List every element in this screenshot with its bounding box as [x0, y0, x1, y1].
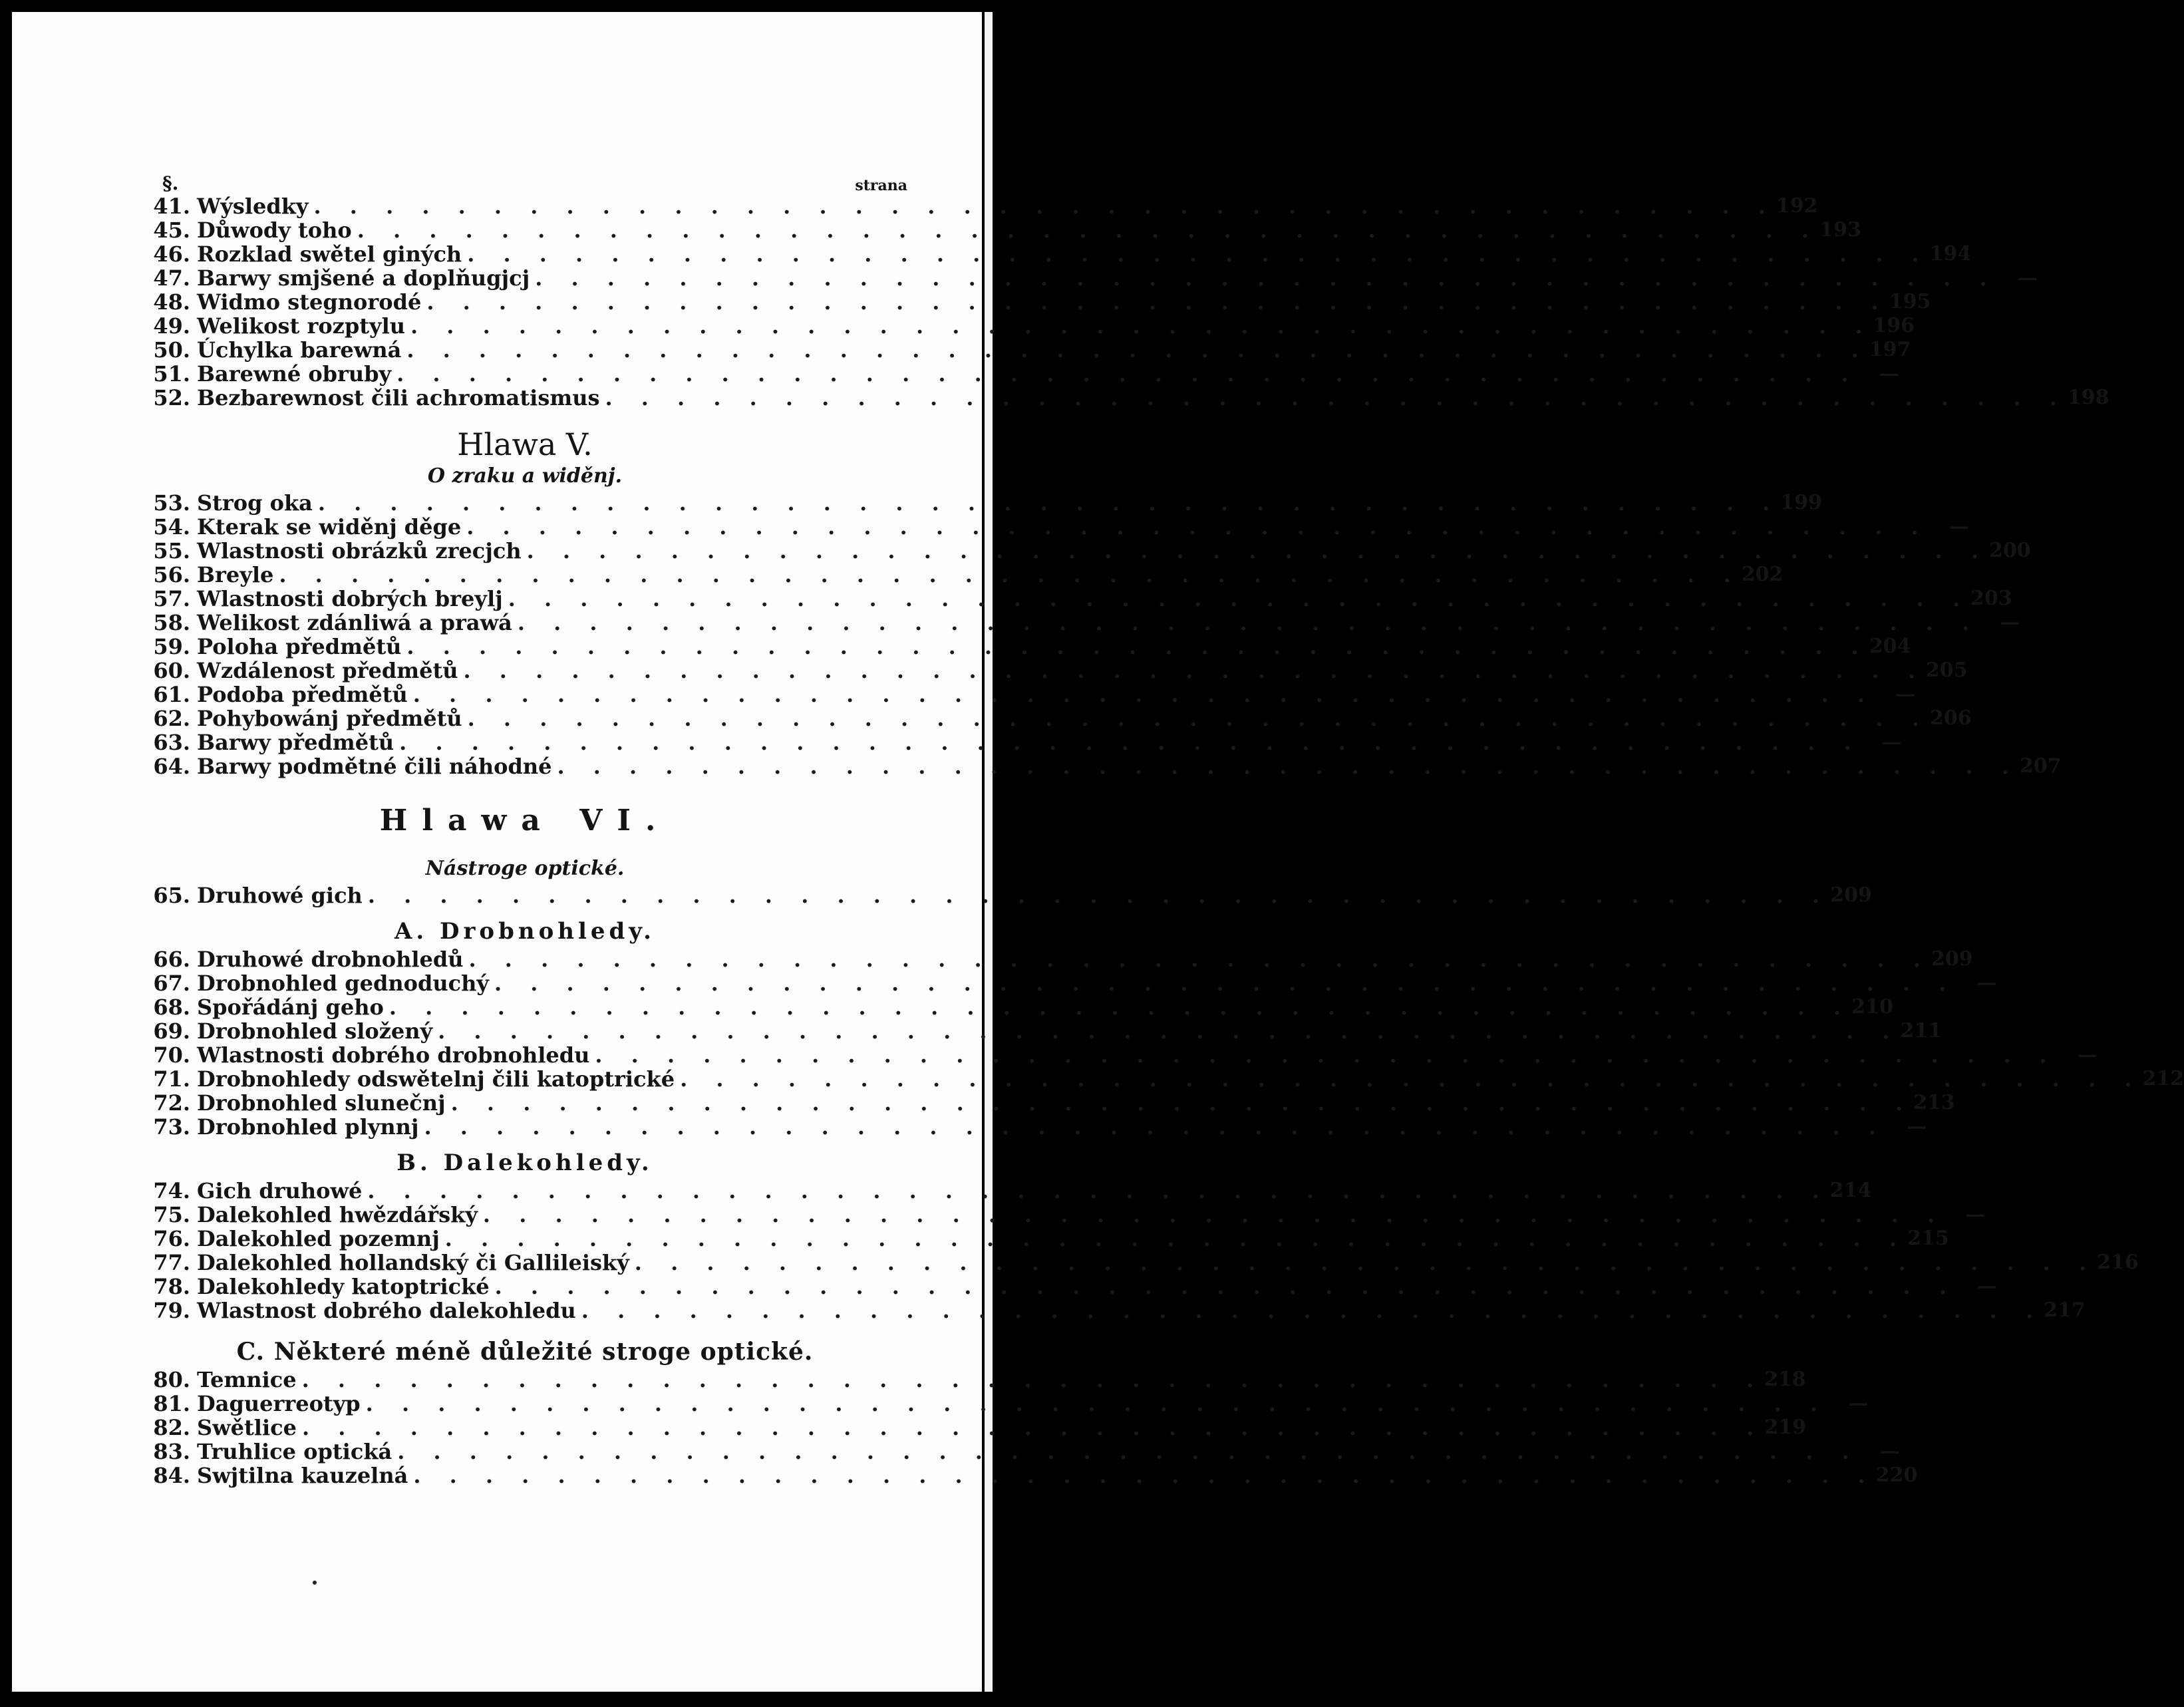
entry-number: 59. [153, 634, 190, 659]
entry-number: 81. [153, 1391, 190, 1416]
entry-page: — [2017, 266, 2038, 289]
dot-leader: . . . . . . . . . . . . . . . . . . . . . . . . . . . . . . . . . . . . . . . . . [463, 658, 1926, 683]
entry-page: 194 [1929, 242, 1972, 265]
entry-title: Drobnohled slunečnj [197, 1090, 446, 1116]
dot-leader: . . . . . . . . . . . . . . . . . . . . . . . . . . . . . . . . . . . . . . . . . [367, 1178, 1830, 1203]
toc-entry [142, 1178, 1872, 1203]
entry-number: 68. [153, 995, 190, 1020]
entry-title: Drobnohled složený [197, 1018, 433, 1044]
dot-leader: . . . . . . . . . . . . . . . . . . . . . . . . . . . . . . . . . . . . . . . . . [389, 995, 1852, 1020]
entry-number: 78. [153, 1274, 190, 1299]
entry-title: Wlastnosti obrázků zrecjch [197, 538, 522, 563]
toc-entry [142, 1042, 2098, 1068]
entry-page: 219 [1764, 1416, 1806, 1439]
toc-entry [142, 1274, 1998, 1299]
dot-leader: . . . . . . . . . . . . . . . . . . . . . . . . . . . . . . . . . . . . . . . . . [467, 706, 1931, 731]
entry-page: — [1965, 1203, 1986, 1226]
entry-title: Podoba předmětů [197, 682, 408, 707]
entry-number: 74. [153, 1178, 190, 1203]
entry-page: — [1848, 1392, 1869, 1415]
entry-number: 77. [153, 1250, 190, 1275]
chapter-6-title: Hlawa VI. [379, 804, 671, 838]
dot-leader: . . . . . . . . . . . . . . . . . . . . . . . . . . . . . . . . . . . . . . . . . [406, 337, 1869, 363]
dot-leader: . . . . . . . . . . . . . . . . . . . . . . . . . . . . . . . . . . . . . . . . . [406, 634, 1869, 659]
entry-page: — [1879, 1440, 1900, 1463]
entry-title: Druhowé drobnohledů [197, 947, 464, 972]
entry-page: 214 [1829, 1179, 1872, 1202]
dot-leader: . . . . . . . . . . . . . . . . . . . . . . . . . . . . . . . . . . . . . . . . . [426, 289, 1889, 315]
table-of-contents [142, 168, 2184, 1488]
toc-entry [142, 634, 1911, 659]
toc-entry [142, 490, 1822, 516]
entry-page: 202 [1741, 563, 1784, 586]
toc-entry [142, 947, 1973, 972]
entry-number: 60. [153, 658, 190, 683]
dot-leader: . . . . . . . . . . . . . . . . . . . . . . . . . . . . . . . . . . . . . . . . . [508, 586, 1971, 611]
toc-entry [142, 562, 1784, 587]
chapter-5-subtitle: O zraku a widěnj. [427, 464, 623, 488]
dot-leader: . . . . . . . . . . . . . . . . . . . . . . . . . . . . . . . . . . . . . . . . . [444, 1226, 1908, 1251]
page-speck [313, 1581, 317, 1585]
entry-page: — [1977, 1275, 1998, 1298]
entry-page: 205 [1925, 659, 1968, 682]
toc-entry [142, 1090, 1955, 1116]
toc-group-2 [142, 490, 2062, 779]
toc-group-3 [142, 883, 1872, 908]
entry-number: 57. [153, 586, 190, 611]
entry-title: Dalekohled hwězdářský [197, 1202, 478, 1227]
entry-title: Temnice [197, 1367, 297, 1392]
entry-title: Welikost zdánliwá a prawá [197, 610, 512, 635]
entry-title: Barwy předmětů [197, 730, 394, 755]
entry-number: 51. [153, 361, 190, 387]
entry-number: 71. [153, 1066, 190, 1092]
dot-leader: . . . . . . . . . . . . . . . . . . . . . . . . . . . . . . . . . . . . . . . . . [397, 1439, 1860, 1464]
entry-title: Strog oka [197, 490, 313, 516]
toc-entry [142, 706, 1972, 731]
dot-leader: . . . . . . . . . . . . . . . . . . . . . . . . . . . . . . . . . . . . . . . . . [410, 313, 1873, 339]
entry-title: Kterak se widěnj děge [197, 514, 462, 540]
entry-title: Barewné obruby [197, 361, 392, 387]
toc-entry [142, 265, 2038, 291]
toc-entry [142, 1066, 2184, 1092]
toc-entry [142, 1439, 1900, 1464]
entry-title: Důwody toho [197, 218, 352, 243]
toc-entry [142, 1415, 1806, 1440]
dot-leader: . . . . . . . . . . . . . . . . . . . . . . . . . . . . . . . . . . . . . . . . . [399, 730, 1862, 755]
dot-leader: . . . . . . . . . . . . . . . . . . . . . . . . . . . . . . . . . . . . . . . . . [301, 1415, 1765, 1440]
dot-leader: . . . . . . . . . . . . . . . . . . . . . . . . . . . . . . . . . . . . . . . . . [535, 265, 1998, 291]
entry-number: 58. [153, 610, 190, 635]
entry-title: Wlastnosti dobrého drobnohledu [197, 1042, 590, 1068]
entry-title: Úchylka barewná [197, 337, 402, 363]
page-column-label: strana [855, 177, 907, 194]
entry-number: 48. [153, 289, 190, 315]
toc-entry [142, 995, 1893, 1020]
dot-leader: . . . . . . . . . . . . . . . . . . . . . . . . . . . . . . . . . . . . . . . . . [424, 1114, 1887, 1140]
dot-leader: . . . . . . . . . . . . . . . . . . . . . . . . . . . . . . . . . . . . . . . . . [365, 1391, 1829, 1416]
toc-entry [142, 730, 1902, 755]
toc-entry [142, 289, 1931, 315]
entry-number: 63. [153, 730, 190, 755]
entry-title: Drobnohledy odswětelnj čili katoptrické [197, 1066, 675, 1092]
entry-title: Pohybowánj předmětů [197, 706, 462, 731]
entry-title: Swjtilna kauzelná [197, 1463, 408, 1488]
dot-leader: . . . . . . . . . . . . . . . . . . . . . . . . . . . . . . . . . . . . . . . . . [438, 1018, 1901, 1044]
toc-entry [142, 1250, 2139, 1275]
entry-title: Swětlice [197, 1415, 297, 1440]
entry-page: — [1906, 1115, 1927, 1138]
entry-page: 209 [1830, 883, 1872, 907]
entry-title: Barwy podmětné čili náhodné [197, 754, 552, 779]
entry-title: Wlastnost dobrého dalekohledu [197, 1298, 576, 1323]
toc-entry [142, 610, 2020, 635]
entry-title: Druhowé gich [197, 883, 363, 908]
dot-leader: . . . . . . . . . . . . . . . . . . . . . . . . . . . . . . . . . . . . . . . . . [357, 218, 1820, 243]
entry-title: Truhlice optická [197, 1439, 392, 1464]
entry-page: 197 [1869, 338, 1911, 361]
entry-title: Wzdálenost předmětů [197, 658, 458, 683]
entry-number: 52. [153, 385, 190, 410]
entry-page: 211 [1900, 1019, 1943, 1042]
dot-leader: . . . . . . . . . . . . . . . . . . . . . . . . . . . . . . . . . . . . . . . . . [494, 971, 1957, 996]
entry-number: 79. [153, 1298, 190, 1323]
dot-leader: . . . . . . . . . . . . . . . . . . . . . . . . . . . . . . . . . . . . . . . . . [557, 754, 2020, 779]
toc-entry [142, 313, 1915, 339]
dot-leader: . . . . . . . . . . . . . . . . . . . . . . . . . . . . . . . . . . . . . . . . . [450, 1090, 1914, 1116]
entry-number: 54. [153, 514, 190, 540]
entry-number: 70. [153, 1042, 190, 1068]
entry-page: 204 [1869, 635, 1911, 658]
dot-leader: . . . . . . . . . . . . . . . . . . . . . . . . . . . . . . . . . . . . . . . . . [279, 562, 1742, 587]
section-c-title: C. Některé méně důležité stroge optické. [236, 1338, 814, 1366]
entry-page: — [2000, 611, 2020, 634]
entry-title: Poloha předmětů [197, 634, 402, 659]
dot-leader: . . . . . . . . . . . . . . . . . . . . . . . . . . . . . . . . . . . . . . . . . [595, 1042, 2058, 1068]
entry-page: 200 [1988, 539, 2031, 562]
toc-entry [142, 361, 1899, 387]
entry-number: 53. [153, 490, 190, 516]
entry-page: 198 [2067, 386, 2109, 409]
toc-entry [142, 658, 1968, 683]
entry-title: Rozklad swětel giných [197, 241, 462, 267]
entry-page: 195 [1889, 290, 1931, 313]
entry-number: 83. [153, 1439, 190, 1464]
toc-entry [142, 385, 2109, 410]
entry-page: 220 [1875, 1464, 1918, 1487]
entry-number: 84. [153, 1463, 190, 1488]
entry-page: — [1949, 515, 1969, 538]
section-b-title: B. Dalekohledy. [396, 1150, 653, 1176]
entry-number: 73. [153, 1114, 190, 1140]
dot-leader: . . . . . . . . . . . . . . . . . . . . . . . . . . . . . . . . . . . . . . . . . [301, 1367, 1765, 1392]
entry-number: 64. [153, 754, 190, 779]
chapter-6-subtitle: Nástroge optické. [425, 857, 625, 880]
entry-page: — [2077, 1043, 2098, 1066]
chapter-5-title: Hlawa V. [457, 426, 593, 462]
entry-number: 50. [153, 337, 190, 363]
entry-title: Welikost rozptylu [197, 313, 405, 339]
dot-leader: . . . . . . . . . . . . . . . . . . . . . . . . . . . . . . . . . . . . . . . . . [412, 682, 1876, 707]
entry-number: 49. [153, 313, 190, 339]
dot-leader: . . . . . . . . . . . . . . . . . . . . . . . . . . . . . . . . . . . . . . . . . [317, 490, 1781, 516]
dot-leader: . . . . . . . . . . . . . . . . . . . . . . . . . . . . . . . . . . . . . . . . . [494, 1274, 1958, 1299]
entry-page: 216 [2097, 1251, 2139, 1274]
entry-page: 199 [1780, 491, 1822, 514]
entry-title: Wlastnosti dobrých breylj [197, 586, 503, 611]
toc-entry [142, 1226, 1949, 1251]
entry-number: 80. [153, 1367, 190, 1392]
dot-leader: . . . . . . . . . . . . . . . . . . . . . . . . . . . . . . . . . . . . . . . . . [466, 514, 1929, 540]
entry-page: 209 [1931, 947, 1973, 971]
toc-entry [142, 1202, 1986, 1227]
dot-leader: . . . . . . . . . . . . . . . . . . . . . . . . . . . . . . . . . . . . . . . . . [468, 947, 1931, 972]
entry-title: Bezbarewnost čili achromatismus [197, 385, 600, 410]
toc-group-6 [142, 1367, 1918, 1488]
entry-page: 207 [2019, 754, 2062, 778]
toc-group-5 [142, 1178, 2139, 1323]
entry-page: 196 [1873, 314, 1915, 337]
entry-number: 66. [153, 947, 190, 972]
toc-entry [142, 218, 1861, 243]
entry-page: 217 [2044, 1299, 2086, 1322]
dot-leader: . . . . . . . . . . . . . . . . . . . . . . . . . . . . . . . . . . . . . . . . . [680, 1066, 2143, 1092]
dot-leader: . . . . . . . . . . . . . . . . . . . . . . . . . . . . . . . . . . . . . . . . . [367, 883, 1831, 908]
entry-page: 193 [1819, 218, 1861, 241]
entry-title: Wýsledky [197, 194, 309, 219]
dot-leader: . . . . . . . . . . . . . . . . . . . . . . . . . . . . . . . . . . . . . . . . . [634, 1250, 2098, 1275]
dot-leader: . . . . . . . . . . . . . . . . . . . . . . . . . . . . . . . . . . . . . . . . . [396, 361, 1859, 387]
dot-leader: . . . . . . . . . . . . . . . . . . . . . . . . . . . . . . . . . . . . . . . . . [313, 194, 1776, 219]
entry-page: 206 [1930, 706, 1972, 730]
entry-number: 47. [153, 265, 190, 291]
toc-entry [142, 586, 2012, 611]
entry-page: — [1976, 971, 1997, 995]
entry-title: Gich druhowé [197, 1178, 363, 1203]
toc-header [142, 168, 907, 194]
entry-page: 215 [1907, 1227, 1949, 1250]
entry-number: 61. [153, 682, 190, 707]
entry-title: Breyle [197, 562, 274, 587]
toc-entry [142, 1114, 1927, 1140]
entry-page: 192 [1776, 194, 1818, 218]
entry-number: 41. [153, 194, 190, 219]
toc-entry [142, 1298, 2086, 1323]
toc-entry [142, 971, 1997, 996]
entry-number: 69. [153, 1018, 190, 1044]
dot-leader: . . . . . . . . . . . . . . . . . . . . . . . . . . . . . . . . . . . . . . . . . [482, 1202, 1946, 1227]
toc-group-4 [142, 947, 2184, 1140]
entry-number: 62. [153, 706, 190, 731]
dot-leader: . . . . . . . . . . . . . . . . . . . . . . . . . . . . . . . . . . . . . . . . . [467, 241, 1930, 267]
entry-number: 75. [153, 1202, 190, 1227]
entry-title: Dalekohledy katoptrické [197, 1274, 490, 1299]
entry-number: 56. [153, 562, 190, 587]
entry-number: 45. [153, 218, 190, 243]
entry-title: Daguerreotyp [197, 1391, 361, 1416]
entry-number: 55. [153, 538, 190, 563]
entry-title: Widmo stegnorodé [197, 289, 422, 315]
section-a-title: A. Drobnohledy. [394, 918, 656, 945]
entry-page: — [1895, 683, 1916, 706]
toc-group-1 [142, 194, 2109, 410]
entry-title: Drobnohled gednoduchý [197, 971, 489, 996]
entry-number: 72. [153, 1090, 190, 1116]
entry-title: Barwy smjšené a doplňugjcj [197, 265, 530, 291]
entry-page: 213 [1913, 1091, 1955, 1114]
toc-entry [142, 1018, 1943, 1044]
toc-entry [142, 883, 1872, 908]
toc-entry [142, 337, 1911, 363]
entry-number: 76. [153, 1226, 190, 1251]
entry-page: — [1879, 362, 1899, 385]
entry-page: 210 [1851, 995, 1893, 1018]
toc-entry [142, 754, 2062, 779]
dot-leader: . . . . . . . . . . . . . . . . . . . . . . . . . . . . . . . . . . . . . . . . . [517, 610, 1980, 635]
toc-entry [142, 241, 1972, 267]
entry-page: 218 [1764, 1368, 1806, 1391]
toc-entry [142, 1463, 1918, 1488]
entry-title: Dalekohled hollandský či Gallileiský [197, 1250, 629, 1275]
toc-entry [142, 1391, 1869, 1416]
section-mark: §. [162, 172, 179, 194]
entry-number: 82. [153, 1415, 190, 1440]
dot-leader: . . . . . . . . . . . . . . . . . . . . . . . . . . . . . . . . . . . . . . . . . [581, 1298, 2044, 1323]
toc-entry [142, 682, 1916, 707]
entry-page: — [1881, 730, 1902, 754]
toc-entry [142, 538, 2031, 563]
dot-leader: . . . . . . . . . . . . . . . . . . . . . . . . . . . . . . . . . . . . . . . . . [526, 538, 1989, 563]
entry-page: 212 [2142, 1067, 2184, 1090]
dot-leader: . . . . . . . . . . . . . . . . . . . . . . . . . . . . . . . . . . . . . . . . . [605, 385, 2068, 410]
toc-entry [142, 514, 1969, 540]
entry-title: Dalekohled pozemnj [197, 1226, 440, 1251]
entry-number: 67. [153, 971, 190, 996]
toc-entry [142, 194, 1818, 219]
entry-number: 65. [153, 883, 190, 908]
toc-entry [142, 1367, 1806, 1392]
entry-title: Drobnohled plynnj [197, 1114, 419, 1140]
entry-page: 203 [1970, 587, 2012, 610]
entry-title: Spořádánj geho [197, 995, 384, 1020]
entry-number: 46. [153, 241, 190, 267]
dot-leader: . . . . . . . . . . . . . . . . . . . . . . . . . . . . . . . . . . . . . . . . . [413, 1463, 1876, 1488]
